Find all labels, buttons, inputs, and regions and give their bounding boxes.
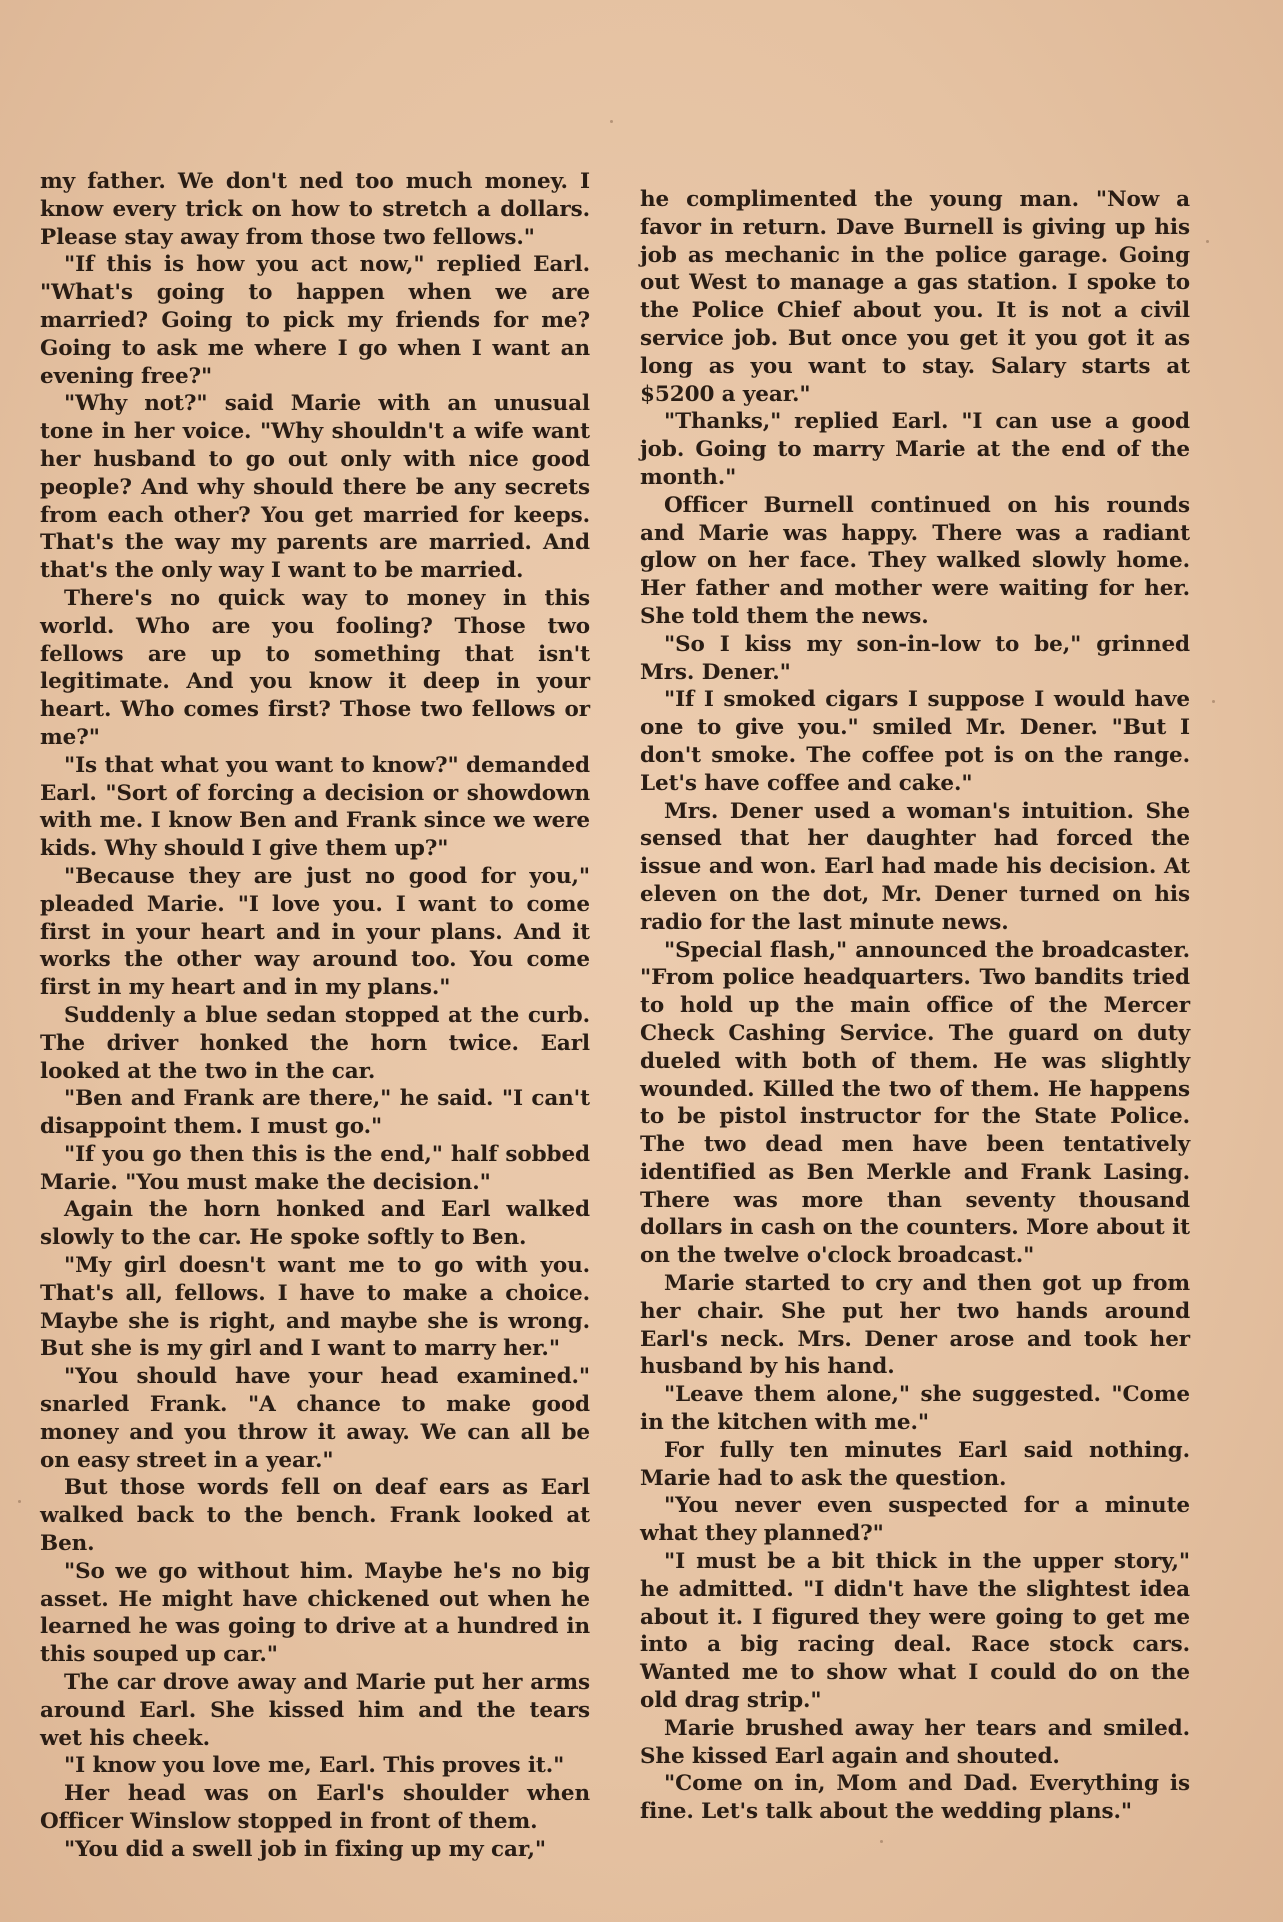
paragraph: my father. We don't ned too much money. I know every trick on how to stretch a dollars. Please stay away from those two fellows." (40, 169, 590, 250)
paragraph: Marie started to cry and then got up from her chair. She put her two hands around Earl's neck. Mrs. Dener arose and took her husband by his hand. (640, 1271, 1190, 1380)
paragraph: "You never even suspected for a minute what they planned?" (640, 1493, 1190, 1547)
right-text-column (640, 186, 1190, 1826)
paragraph: "If this is how you act now," replied Earl. "What's going to happen when we are married? Going to pick my friends for me? Going to ask me where I go when I want an evening free?" (40, 252, 590, 389)
paragraph: "Come on in, Mom and Dad. Everything is fine. Let's talk about the wedding plans." (640, 1771, 1190, 1825)
paragraph: The car drove away and Marie put her arms around Earl. She kissed him and the tears wet his cheek. (40, 1670, 590, 1751)
paragraph: Her head was on Earl's shoulder when Officer Winslow stopped in front of them. (40, 1781, 590, 1835)
paragraph: Suddenly a blue sedan stopped at the curb. The driver honked the horn twice. Earl looked at the two in the car. (40, 1002, 590, 1084)
paragraph: "Special flash," announced the broadcaster. "From police headquarters. Two bandits tried to hold up the main office of the Mercer Check Cashing Service. The guard on duty dueled with both of them. He was slightly wounded. Killed the two of them. He happens to be pistol instructor for the State Police. The two dead men have been tentatively identified as Ben Merkle and Frank Lasing. There was more than seventy thousand dollars in cash on the counters. More about it on the twelve o'clock broadcast." (640, 937, 1190, 1269)
paragraph: he complimented the young man. "Now a favor in return. Dave Burnell is giving up his job as mechanic in the police garage. Going out West to manage a gas station. I spoke to the Police Chief about you. It is not a civil service job. But once you get it you got it as long as you want to stay. Salary starts at $5200 a year." (640, 187, 1190, 407)
paragraph: "You did a swell job in fixing up my car," (64, 1836, 547, 1862)
paragraph: "If I smoked cigars I suppose I would have one to give you." smiled Mr. Dener. "But I don't smoke. The coffee pot is on the range. Let's have coffee and cake." (640, 687, 1190, 796)
paragraph: "Why not?" said Marie with an unusual tone in her voice. "Why shouldn't a wife want her husband to go out only with nice good people? And why should there be any secrets from each other? You get married for keeps. That's the way my parents are married. And that's the only way I want to be married. (40, 391, 590, 584)
paragraph: Mrs. Dener used a woman's intuition. She sensed that her daughter had forced the issue and won. Earl had made his decision. At eleven on the dot, Mr. Dener turned on his radio for the last minute news. (640, 798, 1190, 935)
paragraph: Again the horn honked and Earl walked slowly to the car. He spoke softly to Ben. (40, 1197, 590, 1251)
paper-speck (1206, 240, 1209, 243)
paragraph: "So we go without him. Maybe he's no big asset. He might have chickened out when he learned he was going to drive at a hundred in this souped up car." (40, 1558, 590, 1668)
paragraph: "My girl doesn't want me to go with you. That's all, fellows. I have to make a choice. Maybe she is right, and maybe she is wrong. But she is my girl and I want to marry her." (40, 1253, 590, 1362)
paper-speck (1212, 700, 1215, 703)
paragraph: Officer Burnell continued on his rounds and Marie was happy. There was a radiant glow on her face. They walked slowly home. Her father and mother were waiting for her. She told them the news. (640, 492, 1190, 629)
paragraph: For fully ten minutes Earl said nothing. Marie had to ask the question. (640, 1437, 1190, 1491)
left-text-column (40, 168, 590, 1864)
paragraph: "Is that what you want to know?" demanded Earl. "Sort of forcing a decision or showdown with me. I know Ben and Frank since we were kids. Why should I give them up?" (40, 752, 590, 862)
paragraph: "Ben and Frank are there," he said. "I can't disappoint them. I must go." (40, 1086, 590, 1140)
paragraph: "I know you love me, Earl. This proves it." (64, 1753, 565, 1779)
paragraph: But those words fell on deaf ears as Earl walked back to the bench. Frank looked at Ben. (40, 1475, 590, 1557)
paragraph: Marie brushed away her tears and smiled. She kissed Earl again and shouted. (640, 1715, 1190, 1769)
paragraph: "Because they are just no good for you," pleaded Marie. "I love you. I want to come first in your heart and in your plans. And it works the other way around too. You come first in my heart and in my plans." (40, 863, 590, 1001)
paragraph: "If you go then this is the end," half sobbed Marie. "You must make the decision." (40, 1141, 590, 1195)
paper-speck (610, 120, 613, 123)
paragraph: There's no quick way to money in this world. Who are you fooling? Those two fellows are up to something that isn't legitimate. And you know it deep in your heart. Who comes first? Those two fellows or me?" (40, 585, 590, 750)
paragraph: "I must be a bit thick in the upper story," he admitted. "I didn't have the slightest idea about it. I figured they were going to get me into a big racing deal. Race stock cars. Wanted me to show what I could do on the old drag strip." (640, 1549, 1190, 1714)
paragraph: "Thanks," replied Earl. "I can use a good job. Going to marry Marie at the end of the month." (640, 409, 1190, 490)
paper-speck (18, 1500, 21, 1503)
paper-speck (880, 1840, 883, 1843)
paragraph: "Leave them alone," she suggested. "Come in the kitchen with me." (640, 1382, 1190, 1436)
paragraph: "You should have your head examined." snarled Frank. "A chance to make good money and you throw it away. We can all be on easy street in a year." (40, 1364, 590, 1473)
paragraph: "So I kiss my son-in-low to be," grinned Mrs. Dener." (640, 631, 1190, 685)
